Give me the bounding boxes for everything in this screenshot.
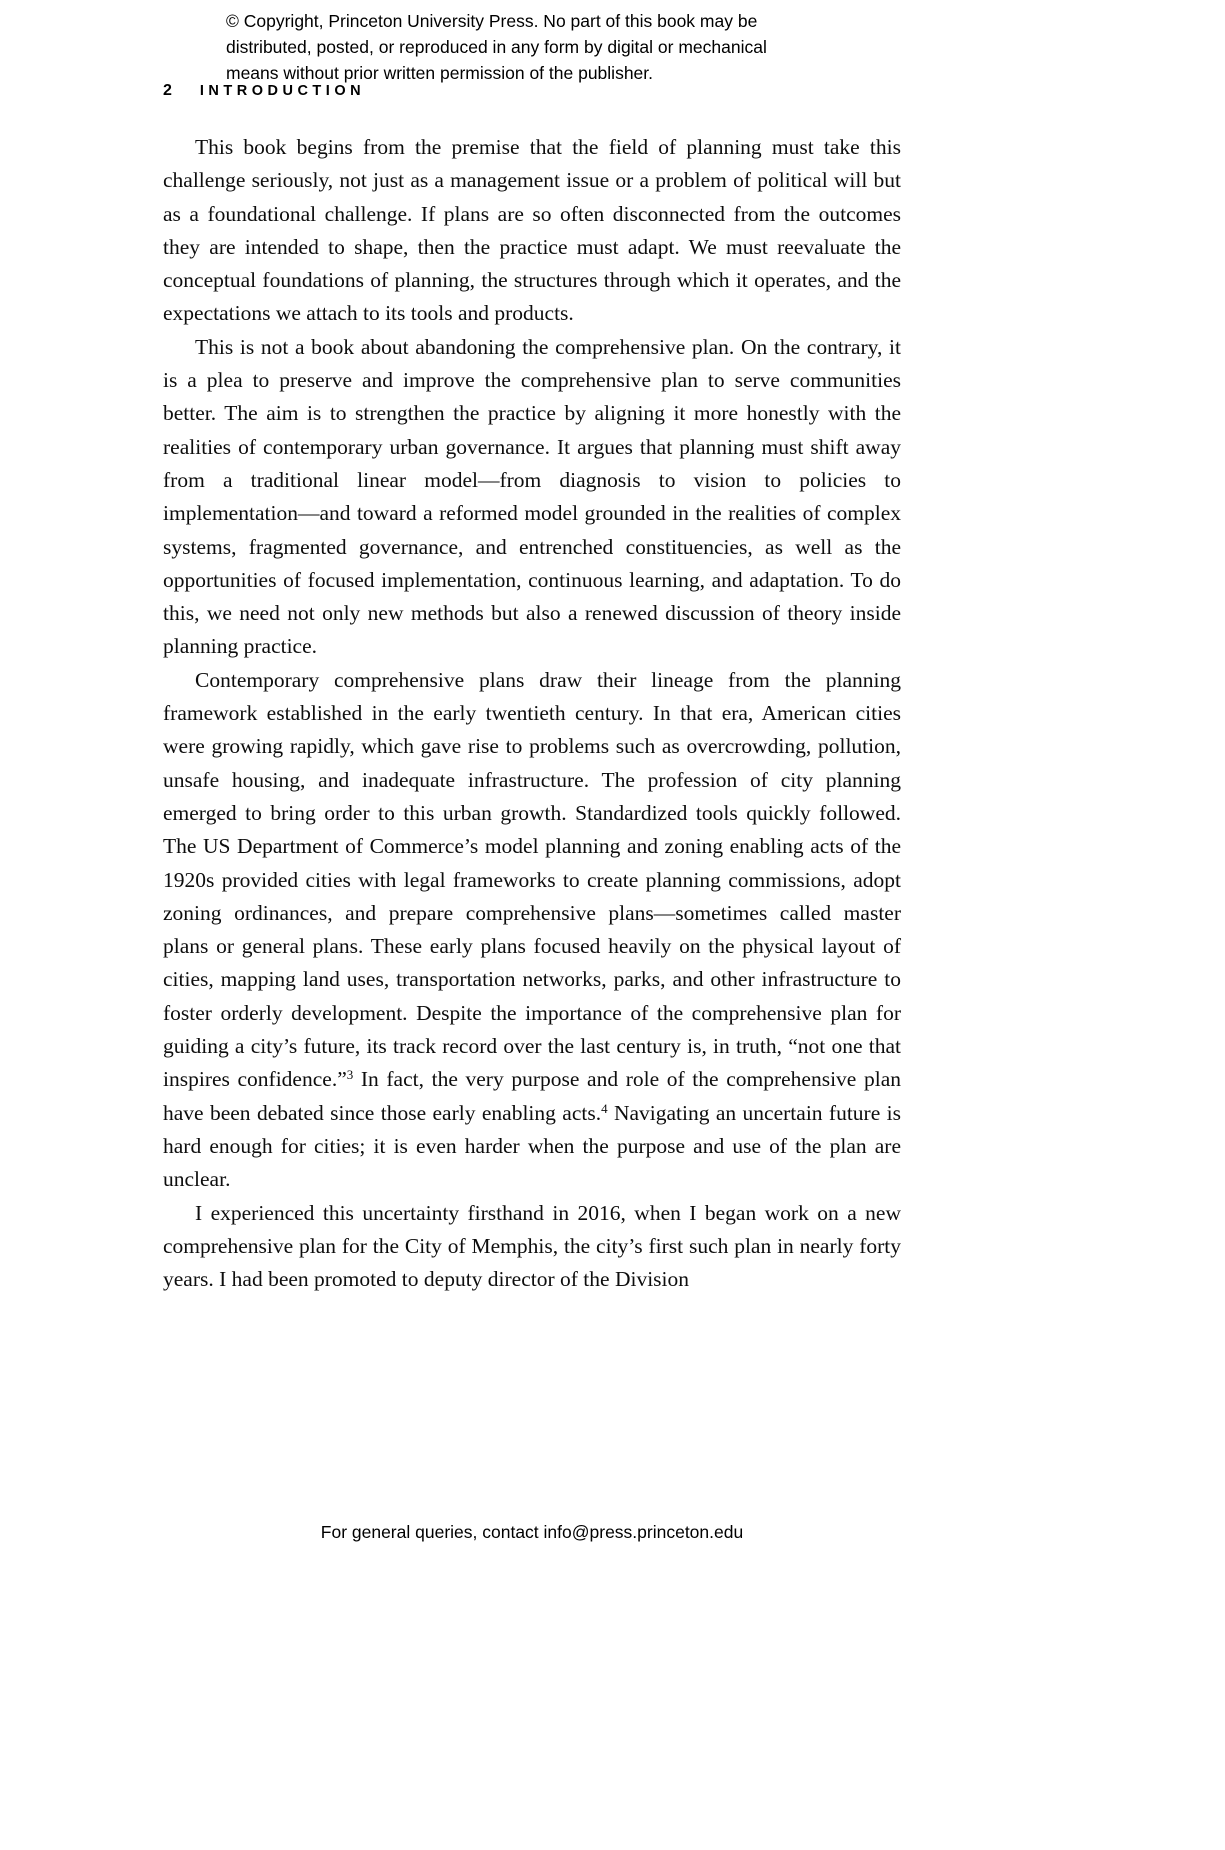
paragraph-2: This is not a book about abandoning the comprehensive plan. On the contrary, it is a plea to preserve and improve the comprehensive plan to serve communities better. The aim is to strengthen the practice by aligning it more honestly with the realities of contemporary urban governance. It argues that planning must shift away from a traditional linear model—from diagnosis to vision to policies to implementation—and toward a reformed model grounded in the realities of complex systems, fragmented governance, and entrenched constituencies, as well as the opportunities of focused implementation, continuous learning, and adaptation. To do this, we need not only new methods but also a renewed discussion of theory inside planning practice. [163,334,901,659]
copyright-line-2: distributed, posted, or reproduced in any form by digital or mechanical [226,37,767,57]
footnote-marker-4: 4 [601,1100,608,1116]
paragraph-4: I experienced this uncertainty firsthand in 2016, when I began work on a new comprehensive plan for the City of Memphis, the city’s first such plan in nearly forty years. I had been promoted to deputy director of the Division [163,1200,901,1292]
page-number: 2 [163,82,172,99]
footnote-marker-3: 3 [346,1067,354,1083]
running-head [163,82,365,100]
copyright-line-1: © Copyright, Princeton University Press. No part of this book may be [226,11,758,31]
paragraph-3-text-a: Contemporary comprehensive plans draw their lineage from the planning framework established in the early twentieth century. In that era, American cities were growing rapidly, which gave rise to problems such as overcrowding, pollution, unsafe housing, and inadequate infrastructure. The profession of city planning emerged to bring order to this urban growth. Standardized tools quickly followed. The US Department of Commerce’s model planning and zoning enabling acts of the 1920s provided cities with legal frameworks to create planning commissions, adopt zoning ordinances, and prepare comprehensive plans—sometimes called master plans or general plans. These early plans focused heavily on the physical layout of cities, mapping land uses, transportation networks, parks, and other infrastructure to foster orderly development. Despite the importance of the comprehensive plan for guiding a city’s future, its track record over the last century is, in truth, “not one that inspires confidence.” [163,667,901,1092]
paragraph-3 [163,664,901,1197]
paragraph-3-text-b: In fact, the very purpose and role of the comprehensive plan have been debated since those early enabling acts. [163,1067,901,1125]
body-text [163,131,901,1296]
copyright-notice [226,8,767,86]
section-title: INTRODUCTION [199,83,366,99]
paragraph-3-text-c: Navigating an uncertain future is hard enough for cities; it is even harder when the purpose and use of the plan are unclear. [163,1100,901,1192]
paragraph-1: This book begins from the premise that the field of planning must take this challenge seriously, not just as a management issue or a problem of political will but as a foundational challenge. If plans are so often disconnected from the outcomes they are intended to shape, then the practice must adapt. We must reevaluate the conceptual foundations of planning, the structures through which it operates, and the expectations we attach to its tools and products. [163,135,901,326]
footer-contact-line: For general queries, contact info@press.princeton.edu [320,1522,744,1542]
copyright-line-3: means without prior written permission of the publisher. [226,63,654,83]
